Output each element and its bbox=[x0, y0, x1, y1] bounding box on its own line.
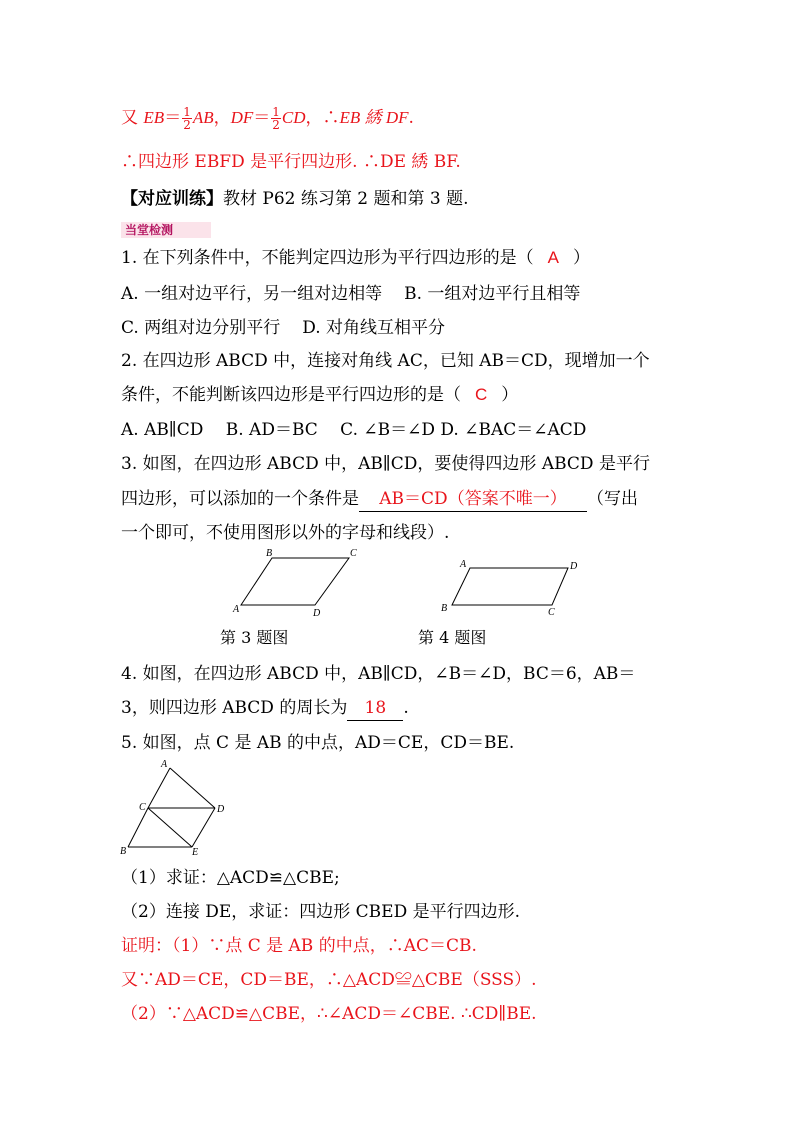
fig5-label-a: A bbox=[161, 759, 168, 770]
q5-proof-2: 又∵AD＝CE，CD＝BE，∴△ACD≌△CBE（SSS）. bbox=[121, 970, 537, 990]
q1-options-row2 bbox=[121, 316, 445, 340]
q2-stem-1: 2. 在四边形 ABCD 中，连接对角线 AC，已知 AB＝CD，现增加一个 bbox=[121, 351, 650, 371]
q4-stem-1: 4. 如图，在四边形 ABCD 中，AB∥CD，∠B＝∠D，BC＝6，AB＝ bbox=[121, 664, 636, 684]
q1-answer: A bbox=[547, 248, 559, 267]
fig4-parallelogram bbox=[452, 568, 568, 605]
q1-option-a: A. 一组对边平行，另一组对边相等 bbox=[121, 284, 383, 304]
proof-line-1: 又 EB＝ $\frac{1}{2}$ AB，DF＝ $\frac{1}{2}$ CD，∴EB 綉 DF. bbox=[121, 105, 414, 132]
q5-proof-1: 证明：（1）∵点 C 是 AB 的中点，∴AC＝CB. bbox=[121, 936, 477, 956]
fraction-half: $\frac{1}{2}$ bbox=[183, 105, 191, 132]
q1-option-b: B. 一组对边平行且相等 bbox=[404, 284, 581, 304]
fig4-label-d: D bbox=[570, 561, 578, 572]
fig3-parallelogram bbox=[241, 558, 349, 605]
fig3-label-a: A bbox=[233, 604, 240, 615]
fig4-caption: 第 4 题图 bbox=[418, 628, 487, 647]
fig5-label-c: C bbox=[139, 802, 146, 813]
figure-4 bbox=[438, 556, 588, 618]
fig5-label-d: D bbox=[217, 804, 225, 815]
q3-stem-1: 3. 如图，在四边形 ABCD 中，AB∥CD，要使得四边形 ABCD 是平行 bbox=[121, 454, 650, 474]
q5-part-2: （2）连接 DE，求证：四边形 CBED 是平行四边形. bbox=[121, 902, 521, 922]
q4-stem-2: 3，则四边形 ABCD 的周长为 18 . bbox=[121, 696, 409, 721]
q2-options: A. AB∥CD B. AD＝BC C. ∠B＝∠D D. ∠BAC＝∠ACD bbox=[121, 420, 587, 440]
fig4-label-b: B bbox=[441, 603, 448, 614]
fig3-caption: 第 3 题图 bbox=[220, 628, 289, 647]
training-line bbox=[121, 187, 469, 211]
fig4-label-a: A bbox=[460, 559, 467, 570]
q3-answer-blank bbox=[359, 487, 587, 512]
fig3-label-d: D bbox=[313, 608, 321, 619]
fig3-label-b: B bbox=[266, 548, 273, 559]
fig5-label-b: B bbox=[120, 846, 127, 857]
q5-proof-3: （2）∵△ACD≌△CBE，∴∠ACD＝∠CBE. ∴CD∥BE. bbox=[121, 1004, 537, 1024]
q5-part-1: （1）求证：△ACD≌△CBE; bbox=[121, 868, 340, 888]
q2-stem-2: 条件，不能判断该四边形是平行四边形的是（ C ） bbox=[121, 385, 519, 405]
fig3-label-c: C bbox=[350, 548, 357, 559]
q3-stem-3: 一个即可，不使用图形以外的字母和线段）. bbox=[121, 523, 450, 543]
q3-stem-2: 四边形，可以添加的一个条件是 AB＝CD（答案不唯一） （写出 bbox=[121, 487, 638, 512]
q4-answer-blank bbox=[347, 696, 403, 721]
fig5-label-e: E bbox=[192, 847, 199, 858]
q1-option-d: D. 对角线互相平分 bbox=[302, 318, 446, 338]
q3-answer: AB＝CD（答案不唯一） bbox=[379, 489, 567, 509]
section-badge: 当堂检测 bbox=[121, 222, 211, 238]
training-label: 【对应训练】 bbox=[121, 189, 223, 209]
fig4-label-c: C bbox=[548, 607, 555, 618]
fraction-half-2: $\frac{1}{2}$ bbox=[272, 105, 280, 132]
q2-answer: C bbox=[475, 385, 488, 404]
q4-answer: 18 bbox=[364, 698, 387, 718]
q1-stem: 1. 在下列条件中，不能判定四边形为平行四边形的是（ A ） bbox=[121, 248, 590, 268]
figure-5 bbox=[118, 758, 228, 858]
q1-options-row1 bbox=[121, 282, 580, 306]
figure-3 bbox=[230, 548, 360, 620]
q1-option-c: C. 两组对边分别平行 bbox=[121, 318, 281, 338]
proof-line-2: ∴四边形 EBFD 是平行四边形. ∴DE 綉 BF. bbox=[121, 152, 461, 172]
training-text: 教材 P62 练习第 2 题和第 3 题. bbox=[223, 189, 469, 209]
q5-stem: 5. 如图，点 C 是 AB 的中点，AD＝CE，CD＝BE. bbox=[121, 733, 515, 753]
